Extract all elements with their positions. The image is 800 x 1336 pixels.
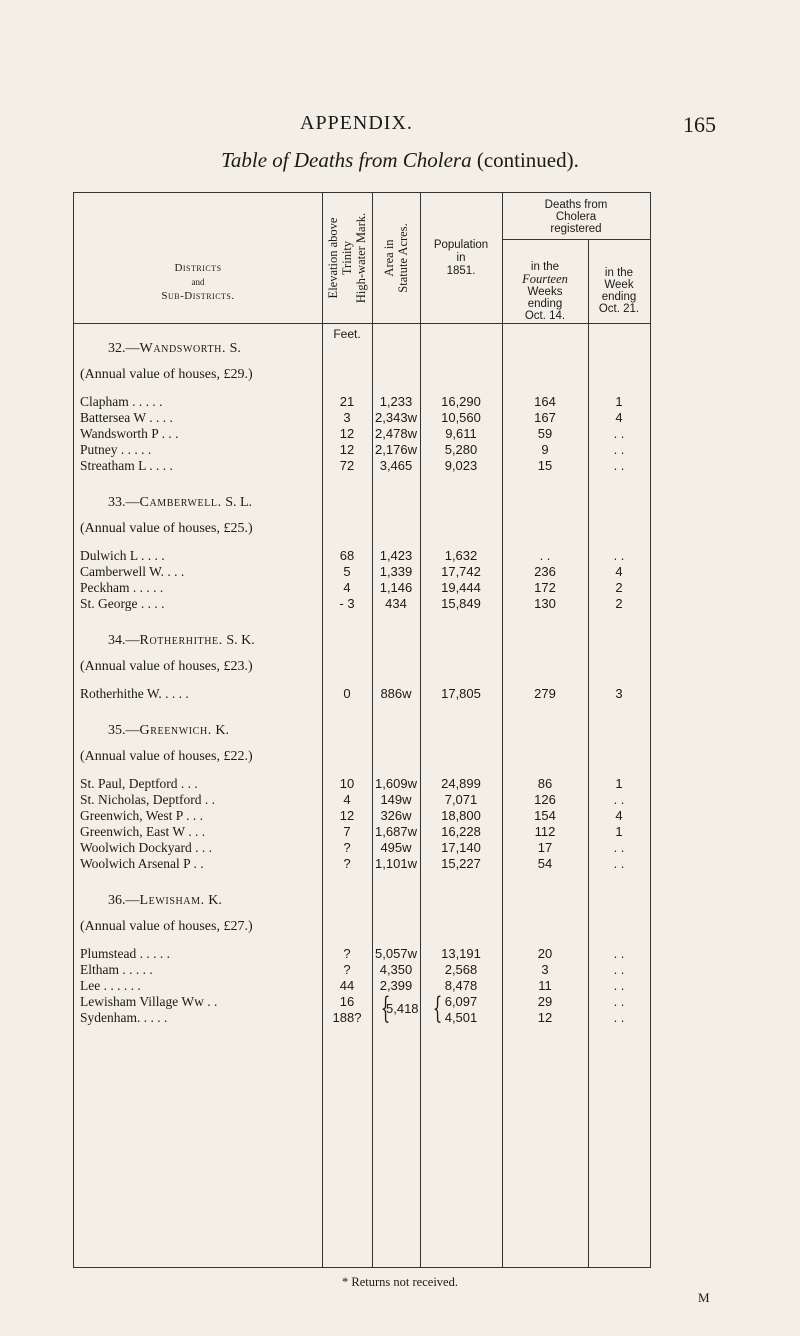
- header-fourteen-line4: ending: [527, 298, 563, 310]
- header-districts-line2: and: [191, 277, 205, 287]
- elevation-value: 5: [343, 564, 351, 579]
- elevation-value: 12: [339, 808, 355, 823]
- elevation-value: 4: [343, 792, 351, 807]
- section-title: [108, 893, 222, 909]
- district-name: Camberwell W. . . .: [80, 564, 185, 579]
- district-name: Greenwich, East W . . .: [80, 824, 206, 839]
- header-districts: [74, 261, 322, 303]
- section-name: Rotherhithe.: [139, 633, 223, 648]
- population-value: 16,228: [441, 824, 481, 839]
- population-value: 10,560: [441, 410, 481, 425]
- header-districts-line3: Sub-Districts.: [161, 290, 235, 302]
- district-name: Battersea W . . . .: [80, 410, 173, 425]
- column-divider: [322, 193, 323, 1267]
- section-name: Wandsworth.: [139, 341, 227, 356]
- table-row: [74, 1009, 650, 1027]
- elevation-value: - 3: [339, 596, 355, 611]
- population-value: 4,501: [444, 1010, 478, 1025]
- area-value: 495w: [380, 840, 412, 855]
- header-fourteen-line5: Oct. 14.: [524, 310, 566, 322]
- area-value: 886w: [380, 686, 412, 701]
- deaths-week: . .: [613, 962, 625, 977]
- section-name: Greenwich.: [139, 723, 212, 738]
- population-value: 7,071: [444, 792, 478, 807]
- elevation-value: 0: [343, 686, 351, 701]
- area-value: 2,176w: [375, 442, 417, 457]
- elevation-value: ?: [343, 840, 351, 855]
- section-number: 35.—: [108, 723, 140, 738]
- section-title: [108, 495, 252, 511]
- section-annual-value: (Annual value of houses, £23.): [80, 659, 253, 674]
- section-annual-value: (Annual value of houses, £27.): [80, 919, 253, 934]
- table-title-italic: Table of Deaths from Cholera: [221, 148, 472, 172]
- population-value: 24,899: [441, 776, 481, 791]
- section-suffix: S.: [229, 341, 241, 356]
- header-fourteen-weeks: [502, 261, 588, 322]
- header-population-line3: 1851.: [446, 265, 476, 277]
- population-value: 17,140: [441, 840, 481, 855]
- deaths-fourteen-weeks: 130: [534, 596, 556, 611]
- deaths-week: 1: [615, 824, 623, 839]
- deaths-fourteen-weeks: 112: [534, 824, 556, 839]
- header-population: [420, 239, 502, 278]
- deaths-fourteen-weeks: 59: [537, 426, 553, 441]
- column-divider: [502, 193, 503, 1267]
- section-suffix: S. L.: [225, 495, 253, 510]
- section-name: Lewisham.: [139, 893, 205, 908]
- deaths-week: 3: [615, 686, 623, 701]
- population-value: 15,227: [441, 856, 481, 871]
- deaths-week: . .: [613, 856, 625, 871]
- population-value: 17,742: [441, 564, 481, 579]
- elevation-value: 12: [339, 426, 355, 441]
- section-title: [108, 723, 229, 739]
- header-population-line1: Population: [433, 239, 489, 251]
- header-week: [588, 267, 650, 315]
- district-name: Peckham . . . . .: [80, 580, 164, 595]
- district-name: Woolwich Dockyard . . .: [80, 840, 213, 855]
- header-area: [372, 193, 420, 323]
- elevation-value: 44: [339, 978, 355, 993]
- deaths-fourteen-weeks: 11: [538, 978, 552, 993]
- deaths-week: . .: [613, 946, 625, 961]
- elevation-value: 21: [339, 394, 355, 409]
- header-area-line2: Statute Acres.: [396, 223, 410, 293]
- population-value: 17,805: [441, 686, 481, 701]
- area-value: 1,233: [379, 394, 413, 409]
- elevation-value: 3: [343, 410, 351, 425]
- section-title: [108, 341, 241, 357]
- bracket-area-value: 5,418: [386, 1001, 419, 1016]
- page-header: [0, 112, 800, 142]
- header-week-line2: Week: [604, 279, 634, 291]
- header-deaths: [502, 199, 650, 235]
- district-name: Plumstead . . . . .: [80, 946, 170, 961]
- population-value: 19,444: [441, 580, 481, 595]
- district-name: Rotherhithe W. . . . .: [80, 686, 189, 701]
- section-name: Camberwell.: [139, 495, 222, 510]
- elevation-value: ?: [343, 946, 351, 961]
- deaths-fourteen-weeks: 154: [534, 808, 556, 823]
- area-value: 2,478w: [375, 426, 417, 441]
- signature-mark: M: [698, 1290, 710, 1305]
- section-title: [108, 633, 255, 649]
- header-week-line4: Oct. 21.: [598, 303, 640, 315]
- deaths-week: 1: [615, 394, 623, 409]
- header-area-line1: Area in: [382, 239, 396, 277]
- deaths-week: . .: [613, 426, 625, 441]
- section-annual-value: (Annual value of houses, £22.): [80, 749, 253, 764]
- elevation-value: 188?: [332, 1010, 362, 1025]
- brace-icon: {: [432, 991, 443, 1026]
- section-number: 34.—: [108, 633, 140, 648]
- deaths-fourteen-weeks: . .: [539, 548, 551, 563]
- section-suffix: K.: [215, 723, 230, 738]
- deaths-fourteen-weeks: 164: [534, 394, 556, 409]
- running-head: APPENDIX.: [300, 112, 413, 134]
- population-value: 8,478: [444, 978, 478, 993]
- area-value: 149w: [380, 792, 412, 807]
- deaths-fourteen-weeks: 54: [537, 856, 553, 871]
- section-suffix: S. K.: [226, 633, 255, 648]
- deaths-fourteen-weeks: 20: [537, 946, 553, 961]
- deaths-week: . .: [613, 1010, 625, 1025]
- deaths-week: 4: [615, 564, 623, 579]
- population-value: 5,280: [444, 442, 478, 457]
- deaths-fourteen-weeks: 167: [534, 410, 556, 425]
- area-value: 2,343w: [375, 410, 417, 425]
- deaths-fourteen-weeks: 236: [534, 564, 556, 579]
- population-value: 9,611: [445, 426, 477, 441]
- header-deaths-line3: registered: [550, 223, 602, 235]
- header-deaths-line2: Cholera: [555, 211, 597, 223]
- table-row: [74, 855, 650, 873]
- district-name: Eltham . . . . .: [80, 962, 153, 977]
- elevation-value: 16: [339, 994, 355, 1009]
- area-value: 4,350: [379, 962, 413, 977]
- deaths-fourteen-weeks: 17: [537, 840, 553, 855]
- cholera-table: [73, 192, 651, 1268]
- column-divider: [372, 193, 373, 1267]
- deaths-week: . .: [613, 994, 625, 1009]
- header-rule: [74, 323, 650, 324]
- elevation-value: 4: [343, 580, 351, 595]
- elevation-value: 10: [339, 776, 355, 791]
- population-value: 6,097: [444, 994, 478, 1009]
- section-number: 33.—: [108, 495, 140, 510]
- area-value: 434: [385, 596, 407, 611]
- deaths-week: 2: [615, 580, 623, 595]
- district-name: Putney . . . . .: [80, 442, 152, 457]
- elevation-value: 68: [339, 548, 355, 563]
- header-week-line1: in the: [604, 267, 634, 279]
- deaths-fourteen-weeks: 15: [537, 458, 553, 473]
- section-annual-value: (Annual value of houses, £25.): [80, 521, 253, 536]
- feet-unit: Feet.: [333, 327, 361, 341]
- header-fourteen-line2: Fourteen: [522, 272, 568, 286]
- header-elevation-line1: Elevation above: [326, 217, 340, 299]
- district-name: St. George . . . .: [80, 596, 165, 611]
- deaths-fourteen-weeks: 86: [537, 776, 553, 791]
- district-name: Woolwich Arsenal P . .: [80, 856, 204, 871]
- header-population-line2: in: [456, 252, 466, 264]
- deaths-fourteen-weeks: 9: [541, 442, 549, 457]
- table-row: [74, 457, 650, 475]
- area-value: 5,057w: [375, 946, 417, 961]
- district-name: St. Nicholas, Deptford . .: [80, 792, 215, 807]
- header-fourteen-line3: Weeks: [527, 286, 563, 298]
- deaths-week: . .: [613, 442, 625, 457]
- deaths-week: 2: [615, 596, 623, 611]
- table-title-rest: (continued).: [476, 148, 579, 172]
- population-value: 18,800: [441, 808, 481, 823]
- deaths-week: . .: [613, 840, 625, 855]
- header-elevation: [322, 193, 372, 323]
- deaths-fourteen-weeks: 126: [534, 792, 556, 807]
- table-title: [0, 148, 800, 173]
- elevation-value: ?: [343, 962, 351, 977]
- population-value: 13,191: [441, 946, 481, 961]
- district-name: Dulwich L . . . .: [80, 548, 165, 563]
- population-value: 16,290: [441, 394, 481, 409]
- section-annual-value: (Annual value of houses, £29.): [80, 367, 253, 382]
- table-row: [74, 595, 650, 613]
- district-name: Wandsworth P . . .: [80, 426, 179, 441]
- district-name: Lee . . . . . .: [80, 978, 141, 993]
- area-value: 1,146: [379, 580, 413, 595]
- section-number: 36.—: [108, 893, 140, 908]
- area-value: 1,339: [379, 564, 413, 579]
- population-value: 2,568: [444, 962, 478, 977]
- deaths-week: 4: [615, 808, 623, 823]
- population-value: 15,849: [441, 596, 481, 611]
- deaths-week: . .: [613, 792, 625, 807]
- header-districts-line1: Districts: [174, 262, 222, 274]
- table-row: [74, 685, 650, 703]
- district-name: Streatham L . . . .: [80, 458, 173, 473]
- area-value: 1,101w: [375, 856, 417, 871]
- header-elevation-line2: Trinity: [340, 240, 354, 276]
- district-name: St. Paul, Deptford . . .: [80, 776, 198, 791]
- brace-icon: {: [380, 991, 391, 1026]
- area-value: 2,399: [379, 978, 413, 993]
- area-value: 3,465: [379, 458, 413, 473]
- elevation-value: 7: [343, 824, 351, 839]
- population-value: 1,632: [444, 548, 478, 563]
- footnote: * Returns not received.: [342, 1275, 458, 1289]
- deaths-week: . .: [613, 978, 625, 993]
- area-value: 1,609w: [375, 776, 417, 791]
- deaths-week: 4: [615, 410, 623, 425]
- deaths-fourteen-weeks: 279: [534, 686, 556, 701]
- district-name: Sydenham. . . . .: [80, 1010, 168, 1025]
- district-name: Clapham . . . . .: [80, 394, 163, 409]
- district-name: Greenwich, West P . . .: [80, 808, 204, 823]
- deaths-fourteen-weeks: 29: [537, 994, 553, 1009]
- area-value: 326w: [380, 808, 412, 823]
- section-number: 32.—: [108, 341, 140, 356]
- deaths-week: 1: [615, 776, 623, 791]
- header-subdivider: [502, 239, 650, 240]
- deaths-fourteen-weeks: 12: [537, 1010, 553, 1025]
- elevation-value: ?: [343, 856, 351, 871]
- district-name: Lewisham Village Ww . .: [80, 994, 218, 1009]
- page-number: 165: [683, 112, 716, 137]
- header-elevation-line3: High-water Mark.: [354, 212, 368, 304]
- area-value: 1,423: [379, 548, 413, 563]
- elevation-value: 72: [339, 458, 355, 473]
- section-suffix: K.: [208, 893, 222, 908]
- header-week-line3: ending: [601, 291, 637, 303]
- area-value: 1,687w: [375, 824, 417, 839]
- deaths-week: . .: [613, 548, 625, 563]
- header-deaths-line1: Deaths from: [544, 199, 608, 211]
- deaths-fourteen-weeks: 3: [541, 962, 549, 977]
- elevation-value: 12: [339, 442, 355, 457]
- header-fourteen-line1: in the: [530, 261, 560, 273]
- column-divider: [420, 193, 421, 1267]
- deaths-fourteen-weeks: 172: [534, 580, 556, 595]
- deaths-week: . .: [613, 458, 625, 473]
- population-value: 9,023: [444, 458, 478, 473]
